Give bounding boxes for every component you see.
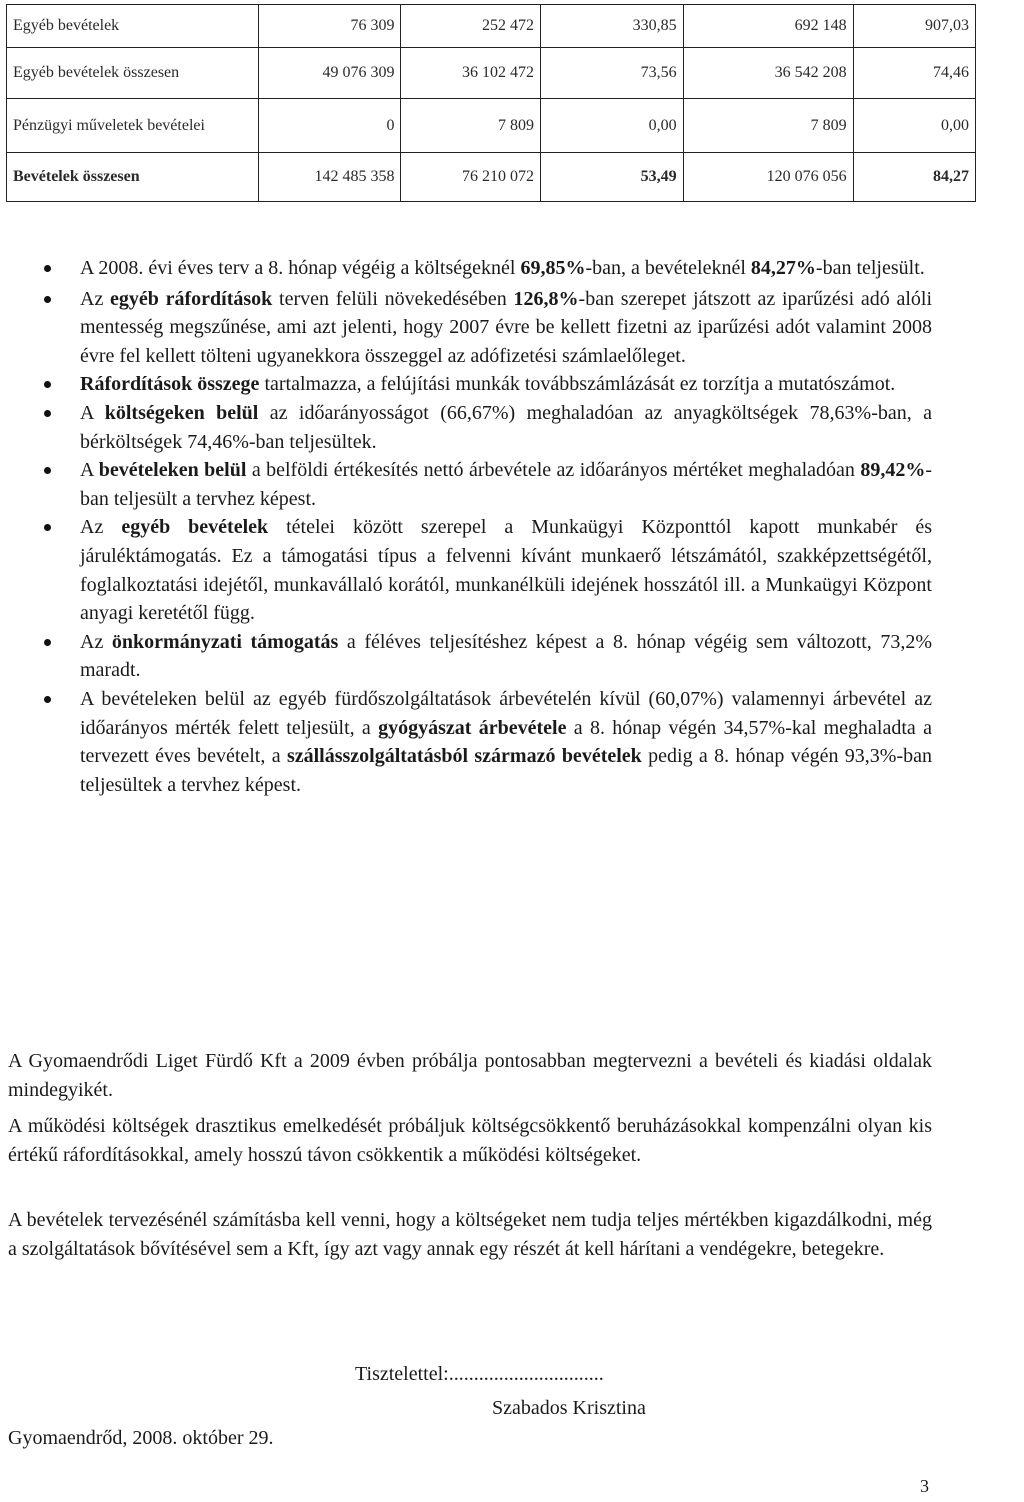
list-item (44, 628, 932, 685)
page-number: 3 (920, 1476, 929, 1496)
cell: 0 (258, 99, 401, 153)
cell: 36 102 472 (401, 48, 541, 99)
text: A bevételeken belül az egyéb fürdőszolgáltatások árbevételén kívül (60,07%) valamennyi árbevétel az időarányos mérték felett teljesült, a (80, 687, 932, 739)
text: pedig a 8. hónap végén 93,3%-ban teljesültek a tervhez képest. (80, 745, 932, 796)
text-bold: 126,8% (513, 287, 579, 310)
text: Az (80, 287, 111, 310)
bullet-icon (44, 524, 51, 531)
bullet-icon (44, 696, 51, 703)
cell: 76 210 072 (401, 153, 541, 202)
text-bold: 84,27% (750, 257, 816, 279)
list-item (44, 370, 932, 399)
cell: 330,85 (541, 5, 684, 48)
signatory-name: Szabados Krisztina (492, 1397, 646, 1419)
list-item (44, 685, 932, 799)
text: -ban teljesült. (815, 257, 925, 279)
text-bold: bevételeken belül (98, 459, 247, 482)
text-bold: szállásszolgáltatásból származó bevételek (286, 745, 642, 768)
list-item (44, 285, 932, 371)
cell: 76 309 (258, 5, 401, 48)
row-label: Egyéb bevételek összesen (7, 48, 259, 99)
bullet-list (44, 254, 932, 799)
cell: 36 542 208 (683, 48, 853, 99)
paragraph-planning: A Gyomaendrődi Liget Fürdő Kft a 2009 évben próbálja pontosabban megtervezni a bevételi és kiadási oldalak mindegyikét. (8, 1050, 932, 1101)
cell: 49 076 309 (258, 48, 401, 99)
cell: 74,46 (853, 48, 975, 99)
cell: 0,00 (853, 99, 975, 153)
text-bold: egyéb ráfordítások (110, 287, 273, 310)
greeting: Tisztelettel:............................... (355, 1363, 604, 1385)
list-item (44, 399, 932, 456)
text: A (80, 459, 99, 482)
table-row (7, 99, 976, 153)
bullet-icon (44, 265, 51, 272)
row-label: Egyéb bevételek (7, 5, 259, 48)
text-bold: önkormányzati támogatás (111, 630, 339, 653)
text: a 8. hónap végén 34,57%-kal meghaladta a tervezett éves bevételt, a (80, 716, 932, 768)
text: a belföldi értékesítés nettó árbevétele az időarányos mértéket meghaladóan (246, 459, 861, 482)
text: A (80, 401, 105, 424)
row-label: Pénzügyi műveletek bevételei (7, 99, 259, 153)
bullet-icon (44, 296, 51, 303)
text: A 2008. évi éves terv a 8. hónap végéig a költségeknél (80, 257, 521, 279)
cell: 7 809 (401, 99, 541, 153)
paragraph-costs: A működési költségek drasztikus emelkedését próbáljuk költségcsökkentő beruházásokkal kompenzálni olyan kis értékű ráfordításokkal, amely hosszú távon csökkentik a működési költségeket. (8, 1115, 932, 1166)
text-bold: 89,42% (860, 459, 926, 482)
text-bold: gyógyászat árbevétele (378, 716, 567, 739)
table-total-row (7, 153, 976, 202)
cell: 73,56 (541, 48, 684, 99)
text: terven felüli növekedésében (272, 287, 514, 310)
cell: 692 148 (683, 5, 853, 48)
text-bold: 69,85% (520, 257, 586, 279)
bullet-icon (44, 467, 51, 474)
text-bold: költségeken belül (104, 401, 259, 424)
cell: 142 485 358 (258, 153, 401, 202)
cell: 120 076 056 (683, 153, 853, 202)
cell: 907,03 (853, 5, 975, 48)
text: az időarányosságot (66,67%) meghaladóan az anyagköltségek 78,63%-ban, a bérköltségek 74,46%-ban teljesültek. (80, 401, 932, 453)
table-row (7, 48, 976, 99)
text: Az (80, 630, 112, 653)
text: -ban szerepet játszott az iparűzési adó alóli mentesség megszűnése, ami azt jelenti, hogy 2007 évre be kellett fizetni az iparűzési adót valamint 2008 évre fel kellett tölteni ugyanekkora összeggel az adófizetési számlaelőleget. (80, 287, 932, 367)
text: tartalmazza, a felújítási munkák továbbszámlázását ez torzítja a mutatószámot. (259, 373, 896, 396)
cell: 7 809 (683, 99, 853, 153)
cell: 53,49 (541, 153, 684, 202)
cell: 0,00 (541, 99, 684, 153)
cell: 252 472 (401, 5, 541, 48)
revenue-table (6, 4, 976, 202)
bullet-icon (44, 639, 51, 646)
bullet-icon (44, 410, 51, 417)
text: -ban, a bevételeknél (585, 257, 751, 279)
table-row (7, 5, 976, 48)
place-date: Gyomaendrőd, 2008. október 29. (8, 1427, 274, 1449)
list-item (44, 456, 932, 513)
text-bold: Ráfordítások összege (80, 373, 260, 396)
text: a féléves teljesítéshez képest a 8. hónap végéig sem változott, 73,2% maradt. (80, 630, 933, 682)
list-item (44, 254, 932, 283)
row-label: Bevételek összesen (7, 153, 259, 202)
bullet-icon (44, 381, 51, 388)
text: -ban teljesült a tervhez képest. (80, 459, 932, 510)
list-item (44, 513, 932, 627)
text: tételei között szerepel a Munkaügyi Központtól kapott munkabér és járuléktámogatás. Ez a támogatási típus a felvenni kívánt munkaerő létszámától, szakképzettségétől, foglalkoztatási idejétől, munkavállaló korától, munkanélküli idejének hosszától ill. a Munkaügyi Központ anyagi keretétől függ. (80, 516, 932, 625)
text: Az (80, 516, 122, 539)
text-bold: egyéb bevételek (121, 516, 269, 539)
cell: 84,27 (853, 153, 975, 202)
paragraph-revenue: A bevételek tervezésénél számításba kell venni, hogy a költségeket nem tudja teljes mértékben kigazdálkodni, még a szolgáltatások bővítésével sem a Kft, így azt vagy annak egy részét át kell hárítani a vendégekre, betegekre. (8, 1209, 932, 1260)
